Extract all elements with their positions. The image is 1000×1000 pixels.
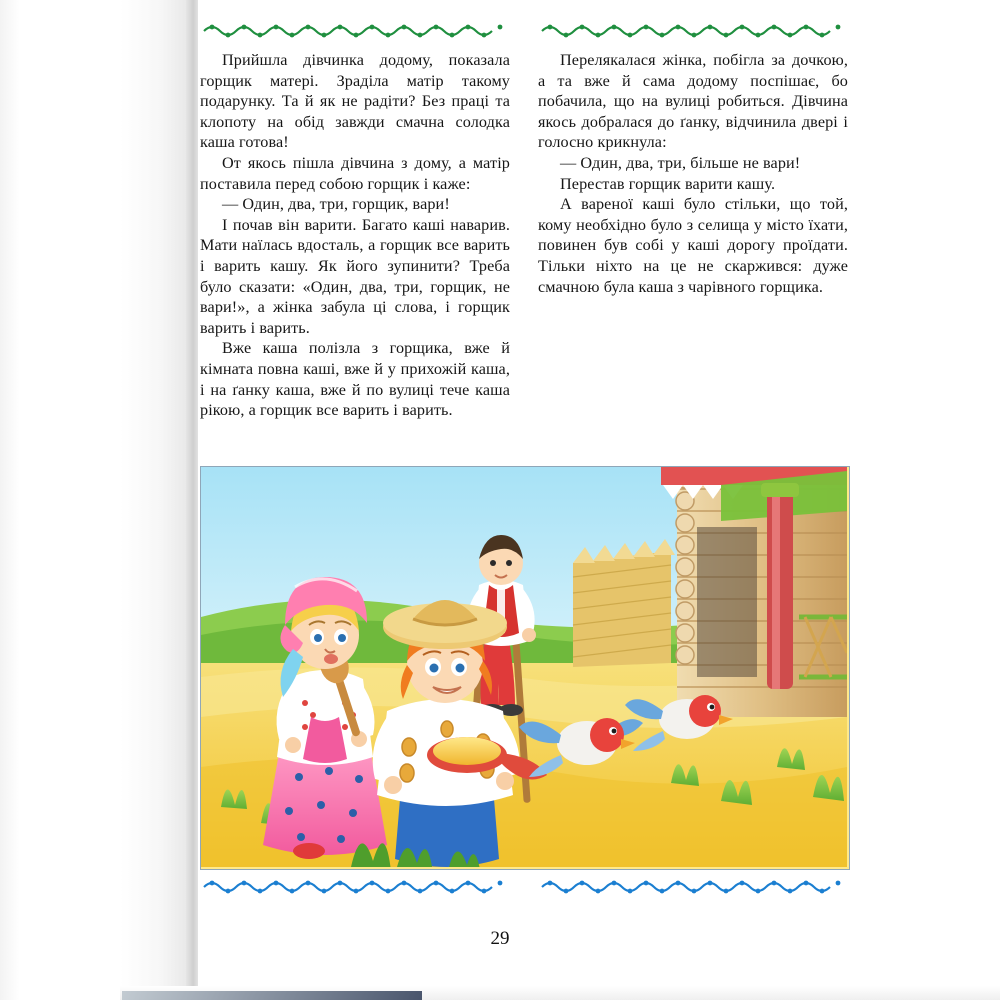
ornament-bottom-left [200, 878, 510, 896]
paragraph: От якось пішла дівчина з дому, а матір поставила перед собою горщик і каже: [200, 153, 510, 193]
straw-stack [573, 539, 675, 667]
paragraph: Перестав горщик варити кашу. [560, 174, 776, 193]
page-bottom-shadow [122, 991, 422, 1000]
ornament-top-right [538, 22, 848, 40]
page-binding-edge [186, 0, 198, 1000]
ornament-bottom [200, 878, 848, 896]
ornament-top [200, 22, 848, 42]
paragraph: А вареної каші було стільки, що той, кому необхідно було з селища у місто їхати, повинен був собі у каші дорогу проїдати. Тільки ніхто на це не скаржився: дуже смачною була каша з чарівного горщика. [538, 195, 848, 296]
story-illustration [200, 466, 850, 870]
text-columns [200, 50, 848, 421]
column-left [200, 50, 510, 421]
paragraph: Перелякалася жінка, побігла за дочкою, а та вже й сама додому поспішає, бо побачила, що на вулиці робиться. Дівчина якось добралася до ґанку, відчинила двері і голосно крикнула: [538, 51, 848, 152]
page-content [200, 22, 848, 421]
paragraph: Вже каша полізла з горщика, вже й кімната повна каші, вже й у прихожій каша, і на ґанку каша, вже й по вулиці тече каша рікою, а горщик все варить і варить. [200, 339, 510, 420]
page-gutter [0, 0, 196, 1000]
ornament-bottom-right [538, 878, 848, 896]
paragraph-dialogue: — Один, два, три, горщик, вари! [222, 195, 450, 214]
paragraph: І почав він варити. Багато каші наварив. Мати наїлась вдосталь, а горщик все варить і варить кашу. Як його зупинити? Треба було сказати: «Один, два, три, горщик, не вари!», а жінка забула ці слова, і горщик варить і варить. [200, 215, 510, 337]
page-number: 29 [490, 928, 510, 949]
column-right [538, 50, 848, 421]
paragraph: Прийшла дівчинка додому, показала горщик матері. Зраділа матір такому подарунку. Та й як не радіти? Без праці та клопоту на обід завжди смачна солодка каша готова! [200, 51, 510, 152]
house [661, 467, 847, 717]
ornament-top-left [200, 22, 510, 40]
paragraph-dialogue: — Один, два, три, більше не вари! [560, 153, 801, 172]
